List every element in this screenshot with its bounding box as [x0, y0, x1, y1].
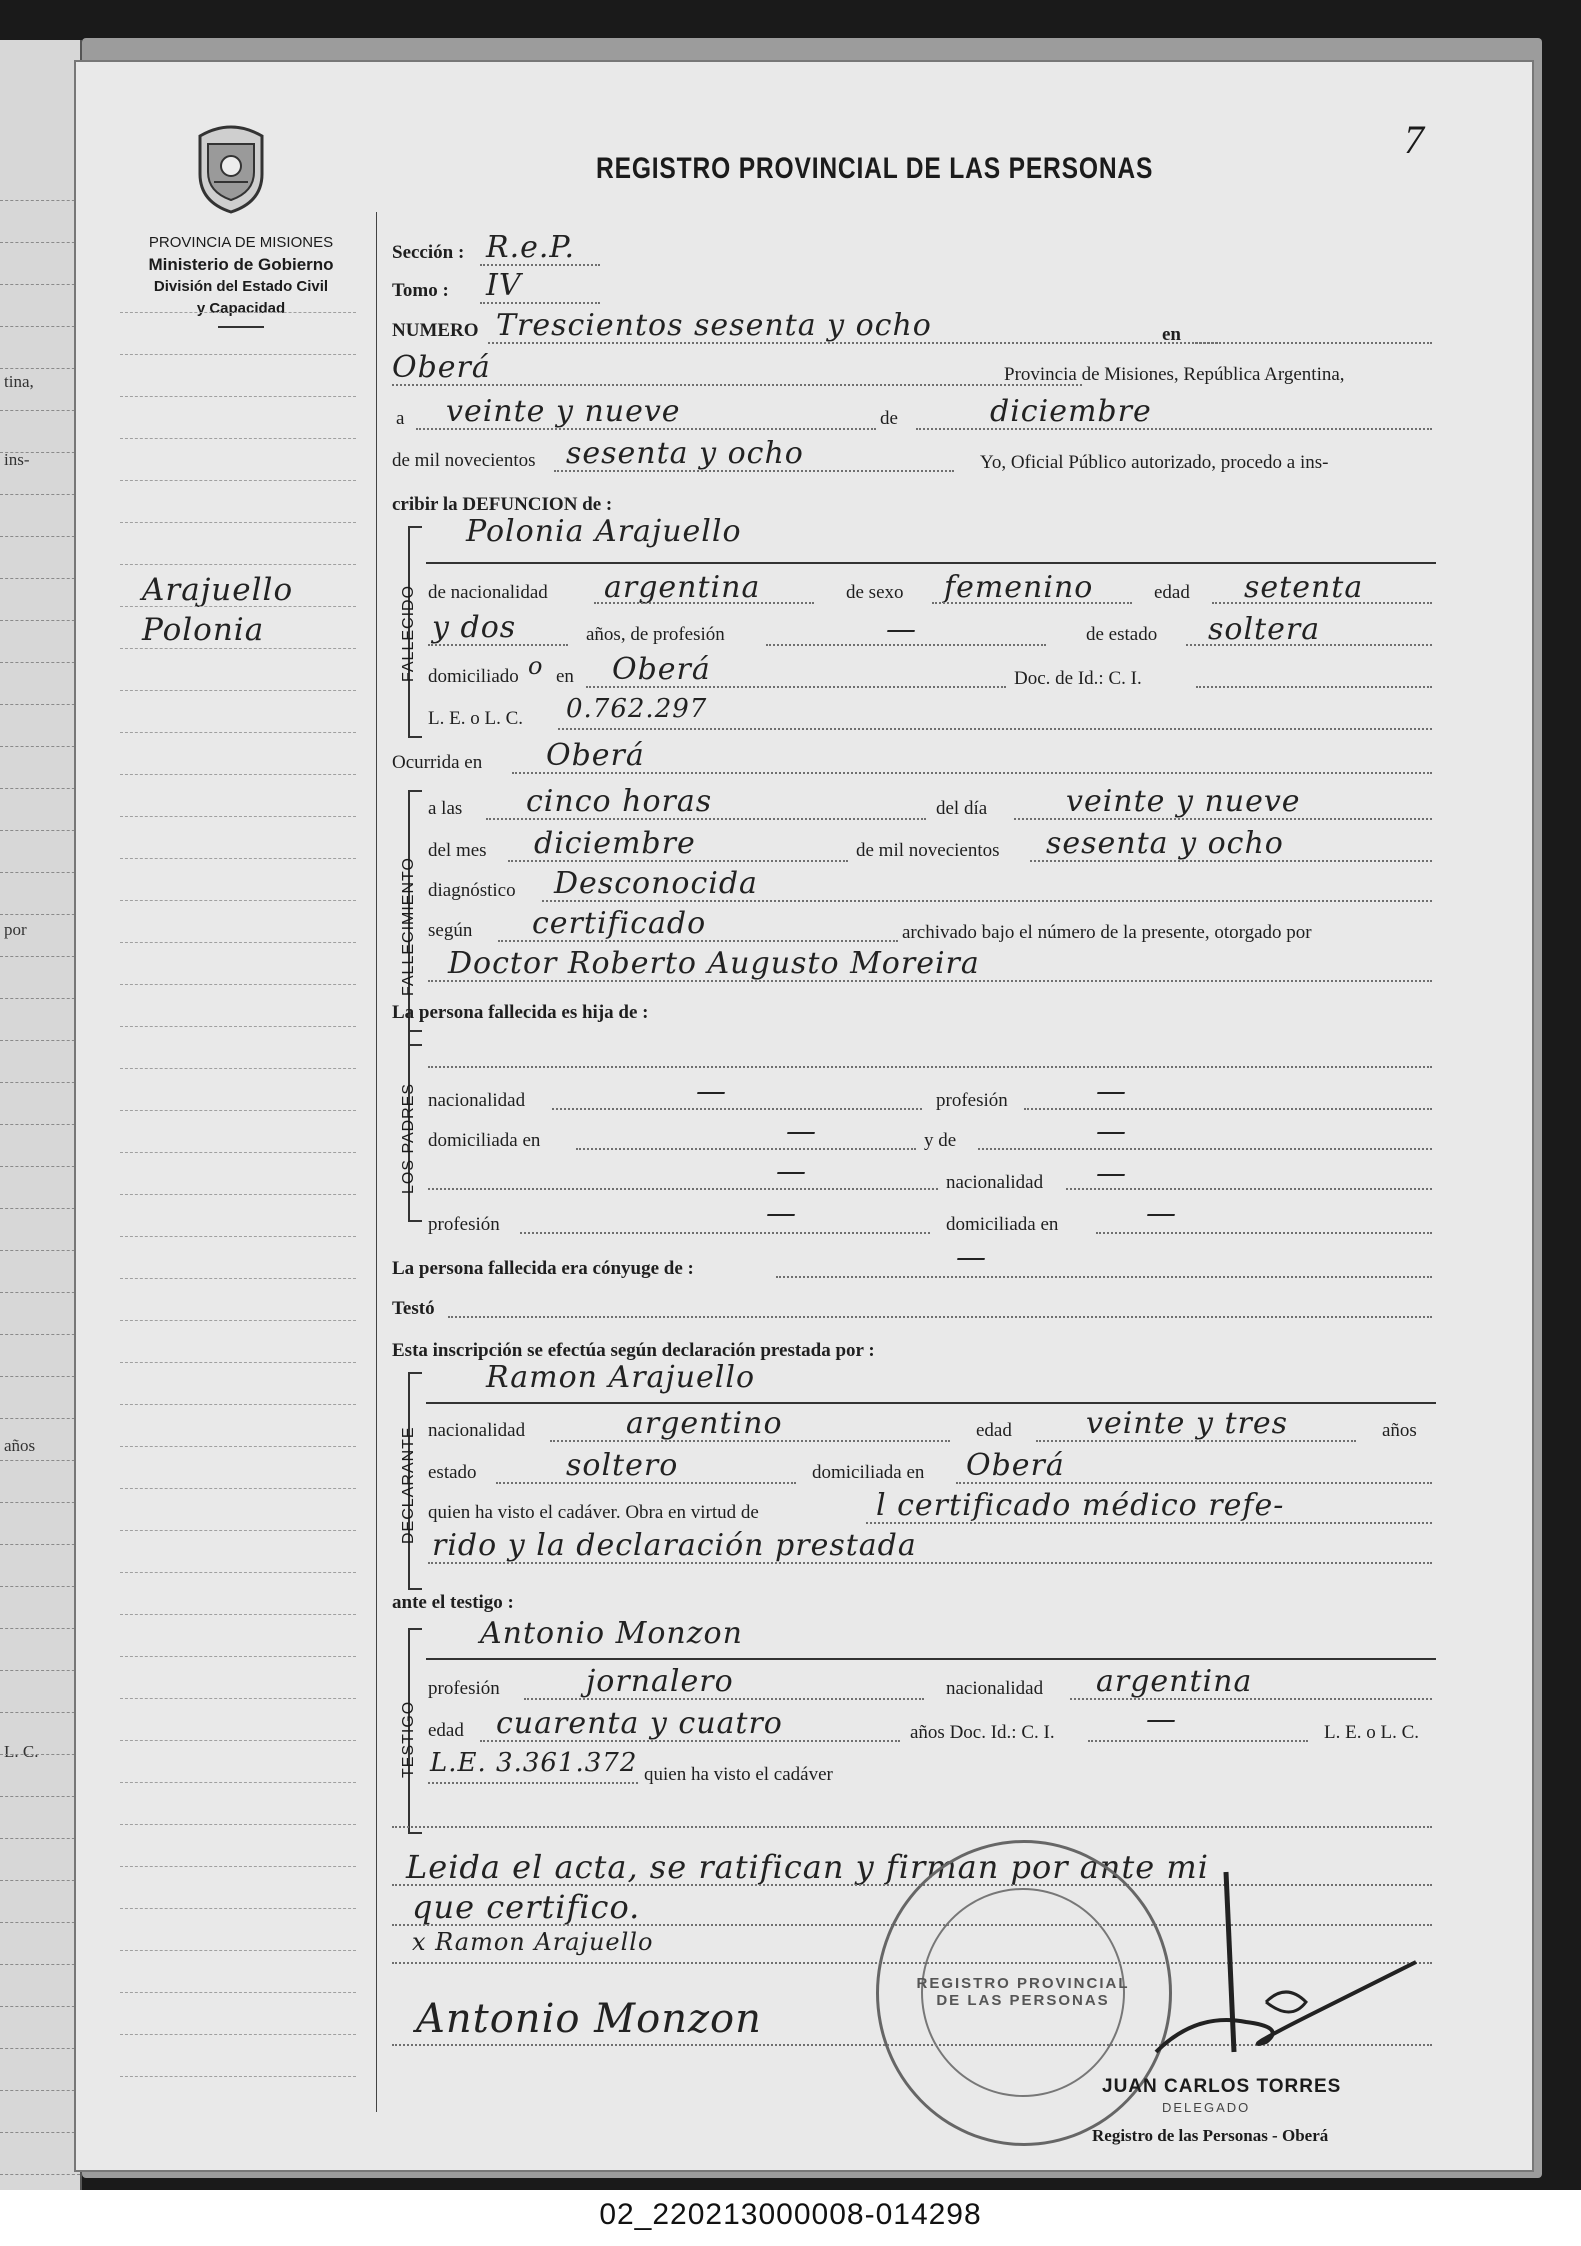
de-mil-label: de mil novecientos	[392, 450, 536, 471]
signature-declarante: x Ramon Arajuello	[412, 1928, 654, 1956]
margin-ruled-line	[120, 690, 356, 691]
padres-profesion-2-label: profesión	[428, 1214, 500, 1235]
domicilio-value: o	[528, 652, 544, 680]
margin-ruled-line	[120, 2034, 356, 2035]
nacionalidad-value: argentina	[604, 570, 761, 605]
left-page-ruled-line	[0, 1838, 80, 1839]
margin-ruled-line	[120, 1488, 356, 1489]
left-page-ruled-line	[0, 914, 80, 915]
inscripcion-label: Esta inscripción se efectúa según declaración prestada por :	[392, 1340, 875, 1361]
margin-ruled-line	[120, 1194, 356, 1195]
margin-ruled-line	[120, 2076, 356, 2077]
official-office: Registro de las Personas - Oberá	[1092, 2126, 1329, 2145]
seccion-value: R.e.P.	[486, 230, 576, 265]
test-edad-value: cuarenta y cuatro	[496, 1706, 783, 1741]
ministry-line: Ministerio de Gobierno	[148, 255, 334, 274]
padres-nacionalidad-label: nacionalidad	[428, 1090, 526, 1111]
left-page-ruled-line	[0, 872, 80, 873]
margin-ruled-line	[120, 1404, 356, 1405]
margin-ruled-line	[120, 858, 356, 859]
estado-label: de estado	[1086, 624, 1158, 645]
margin-ruled-line	[120, 1908, 356, 1909]
margin-ruled-line	[120, 480, 356, 481]
left-page-edge	[0, 40, 82, 2190]
padres-profesion-2-value: —	[766, 1196, 797, 1231]
left-page-ruled-line	[0, 2090, 80, 2091]
margin-ruled-line	[120, 984, 356, 985]
left-page-ruled-line	[0, 662, 80, 663]
left-page-ruled-line	[0, 200, 80, 201]
left-page-fragment: años	[4, 1436, 36, 1455]
decl-domiciliada-value: Oberá	[966, 1448, 1065, 1483]
left-page-ruled-line	[0, 1628, 80, 1629]
decl-nacionalidad-label: nacionalidad	[428, 1420, 526, 1441]
left-page-ruled-line	[0, 242, 80, 243]
left-page-ruled-line	[0, 494, 80, 495]
anio-2-value: sesenta y ocho	[1046, 826, 1284, 861]
seal-text: REGISTRO PROVINCIAL DE LAS PERSONAS	[916, 1975, 1130, 2009]
padres-profesion-label: profesión	[936, 1090, 1008, 1111]
test-doc-value: —	[1146, 1702, 1177, 1737]
left-page-ruled-line	[0, 284, 80, 285]
yo-oficial-label: Yo, Oficial Público autorizado, procedo a ins-	[980, 452, 1329, 473]
margin-ruled-line	[120, 438, 356, 439]
left-page-ruled-line	[0, 1124, 80, 1125]
quien-visto-label: quien ha visto el cadáver. Obra en virtud de	[428, 1502, 759, 1523]
margin-ruled-line	[120, 1866, 356, 1867]
y-de-label: y de	[924, 1130, 957, 1151]
left-page-fragment: tina,	[4, 372, 34, 391]
doc-id-label: Doc. de Id.: C. I.	[1014, 668, 1142, 689]
official-role: DELEGADO	[1162, 2100, 1251, 2115]
margin-ruled-line	[120, 396, 356, 397]
page-number: 7	[1404, 117, 1424, 162]
le-lc-label: L. E. o L. C.	[428, 708, 523, 729]
testo-label: Testó	[392, 1298, 435, 1319]
margin-ruled-line	[120, 1698, 356, 1699]
left-page-fragment: ins-	[4, 450, 30, 469]
left-page-ruled-line	[0, 410, 80, 411]
left-page-ruled-line	[0, 1460, 80, 1461]
ante-testigo-label: ante el testigo :	[392, 1592, 514, 1613]
margin-ruled-line	[120, 1572, 356, 1573]
padres-nacionalidad-2-label: nacionalidad	[946, 1172, 1044, 1193]
test-profesion-label: profesión	[428, 1678, 500, 1699]
left-page-ruled-line	[0, 326, 80, 327]
padres-domiciliada-2-value: —	[1146, 1196, 1177, 1231]
numero-label: NUMERO	[392, 320, 479, 341]
de-mil-2-label: de mil novecientos	[856, 840, 1000, 861]
left-page-ruled-line	[0, 1040, 80, 1041]
left-page-ruled-line	[0, 1208, 80, 1209]
closing-statement: Leida el acta, se ratifican y firman por ante mi	[406, 1848, 1209, 1886]
left-page-ruled-line	[0, 1964, 80, 1965]
hija-de-label: La persona fallecida es hija de :	[392, 1002, 649, 1023]
declarante-name: Ramon Arajuello	[486, 1360, 756, 1395]
margin-ruled-line	[120, 606, 356, 607]
seccion-label: Sección :	[392, 242, 465, 263]
left-page-ruled-line	[0, 1082, 80, 1083]
a-las-label: a las	[428, 798, 463, 819]
left-page-ruled-line	[0, 788, 80, 789]
left-page-ruled-line	[0, 2048, 80, 2049]
conyuge-value: —	[956, 1240, 987, 1275]
margin-ruled-line	[120, 1740, 356, 1741]
obra-line-1: l certificado médico refe-	[876, 1488, 1285, 1523]
register-page	[76, 62, 1532, 2170]
margin-ruled-line	[120, 1446, 356, 1447]
margin-ruled-line	[120, 1278, 356, 1279]
decl-edad-label: edad	[976, 1420, 1012, 1441]
decl-domiciliada-label: domiciliada en	[812, 1462, 925, 1483]
provincia-label: Provincia de Misiones, República Argentina,	[1004, 364, 1345, 385]
decl-nacionalidad-value: argentino	[626, 1406, 783, 1441]
margin-ruled-line	[120, 1362, 356, 1363]
margin-ruled-line	[120, 1110, 356, 1111]
left-page-ruled-line	[0, 2006, 80, 2007]
test-le-value: L.E. 3.361.372	[430, 1748, 638, 1778]
margin-ruled-line	[120, 1026, 356, 1027]
margin-ruled-line	[120, 774, 356, 775]
profesion-value: —	[886, 612, 917, 647]
official-name: JUAN CARLOS TORRES	[1102, 2076, 1342, 2097]
capacity-line: y Capacidad	[196, 300, 286, 317]
test-le-lc-label: L. E. o L. C.	[1324, 1722, 1419, 1743]
domicilio-en-value: Oberá	[612, 652, 711, 687]
image-caption: 02_220213000008-014298	[599, 2198, 982, 2231]
left-page-ruled-line	[0, 1754, 80, 1755]
anio-value: sesenta y ocho	[566, 436, 804, 471]
a-label: a	[396, 408, 405, 429]
test-quien-visto-label: quien ha visto el cadáver	[644, 1764, 833, 1785]
margin-note-surname: Arajuello	[142, 572, 294, 608]
margin-ruled-line	[120, 354, 356, 355]
margin-ruled-line	[120, 942, 356, 943]
decl-anos-label: años	[1382, 1420, 1417, 1441]
edad-value-2: y dos	[432, 610, 517, 645]
profesion-label: años, de profesión	[586, 624, 725, 645]
left-page-ruled-line	[0, 1250, 80, 1251]
left-page-ruled-line	[0, 1376, 80, 1377]
tomo-value: IV	[486, 268, 522, 303]
left-page-fragment: por	[4, 920, 27, 939]
section-fallecimiento: FALLECIMIENTO	[400, 857, 417, 996]
deceased-name: Polonia Arajuello	[466, 514, 742, 549]
margin-ruled-line	[120, 732, 356, 733]
left-page-ruled-line	[0, 1502, 80, 1503]
left-page-ruled-line	[0, 1544, 80, 1545]
tomo-label: Tomo :	[392, 280, 449, 301]
de-label: de	[880, 408, 898, 429]
left-page-ruled-line	[0, 1586, 80, 1587]
ocurrida-label: Ocurrida en	[392, 752, 483, 773]
test-profesion-value: jornalero	[586, 1664, 734, 1699]
y-de-value: —	[1096, 1114, 1127, 1149]
segun-value: certificado	[532, 906, 707, 941]
margin-ruled-line	[120, 1530, 356, 1531]
padres-domiciliada-2-label: domiciliada en	[946, 1214, 1059, 1235]
estado-value: soltera	[1208, 612, 1321, 647]
medico-value: Doctor Roberto Augusto Moreira	[448, 946, 980, 981]
ocurrida-value: Oberá	[546, 738, 645, 773]
left-page-ruled-line	[0, 746, 80, 747]
margin-ruled-line	[120, 1950, 356, 1951]
left-page-ruled-line	[0, 1712, 80, 1713]
left-page-ruled-line	[0, 1922, 80, 1923]
official-signature-icon	[1116, 1862, 1436, 2082]
left-page-ruled-line	[0, 452, 80, 453]
margin-ruled-line	[120, 1068, 356, 1069]
margin-ruled-line	[120, 816, 356, 817]
margin-note-name: Polonia	[142, 612, 265, 648]
section-testigo: TESTIGO	[400, 1700, 417, 1778]
padres-domiciliada-label: domiciliada en	[428, 1130, 541, 1151]
division-line: División del Estado Civil	[153, 278, 329, 295]
edad-label: edad	[1154, 582, 1190, 603]
left-page-ruled-line	[0, 1670, 80, 1671]
test-nacionalidad-value: argentina	[1096, 1664, 1253, 1699]
sexo-value: femenino	[944, 570, 1094, 605]
margin-divider	[376, 212, 377, 2112]
left-page-ruled-line	[0, 578, 80, 579]
decl-estado-label: estado	[428, 1462, 477, 1483]
margin-ruled-line	[120, 900, 356, 901]
province-emblem-icon	[194, 122, 268, 214]
margin-ruled-line	[120, 1152, 356, 1153]
margin-ruled-line	[120, 1656, 356, 1657]
signature-testigo: Antonio Monzon	[416, 1996, 762, 2042]
ministry-header	[76, 232, 406, 328]
numero-value: Trescientos sesenta y ocho	[496, 308, 932, 343]
mes-value: diciembre	[990, 394, 1152, 429]
inscribir-label: cribir la DEFUNCION de :	[392, 494, 613, 515]
section-padres: LOS PADRES	[400, 1082, 417, 1194]
province-line: PROVINCIA DE MISIONES	[148, 234, 334, 251]
document-title: REGISTRO PROVINCIAL DE LAS PERSONAS	[596, 152, 1154, 185]
left-page-ruled-line	[0, 956, 80, 957]
margin-ruled-line	[120, 648, 356, 649]
left-page-ruled-line	[0, 1166, 80, 1167]
left-page-ruled-line	[0, 2132, 80, 2133]
diagnostico-label: diagnóstico	[428, 880, 516, 901]
left-page-ruled-line	[0, 1796, 80, 1797]
margin-ruled-line	[120, 564, 356, 565]
left-page-ruled-line	[0, 998, 80, 999]
margin-ruled-line	[120, 312, 356, 313]
dia-value: veinte y nueve	[446, 394, 681, 429]
archivado-label: archivado bajo el número de la presente, otorgado por	[902, 922, 1312, 943]
left-page-ruled-line	[0, 1334, 80, 1335]
del-mes-label: del mes	[428, 840, 487, 861]
domicilio-en-label: en	[556, 666, 574, 687]
del-mes-value: diciembre	[534, 826, 696, 861]
test-doc-label: años Doc. Id.: C. I.	[910, 1722, 1055, 1743]
left-page-ruled-line	[0, 704, 80, 705]
left-page-ruled-line	[0, 1880, 80, 1881]
margin-ruled-line	[120, 1824, 356, 1825]
testigo-name: Antonio Monzon	[480, 1616, 743, 1651]
en-label: en	[1162, 324, 1181, 345]
certifico-text: que certifico.	[412, 1888, 641, 1926]
domiciliado-label: domiciliado	[428, 666, 519, 687]
test-nacionalidad-label: nacionalidad	[946, 1678, 1044, 1699]
margin-ruled-line	[120, 1614, 356, 1615]
margin-ruled-line	[120, 1782, 356, 1783]
conyuge-label: La persona fallecida era cónyuge de :	[392, 1258, 694, 1279]
le-value: 0.762.297	[566, 694, 708, 724]
left-page-ruled-line	[0, 368, 80, 369]
padre2-name-value: —	[776, 1154, 807, 1189]
left-page-fragment: L. C.	[4, 1742, 39, 1761]
nacionalidad-label: de nacionalidad	[428, 582, 548, 603]
padres-domiciliada-value: —	[786, 1114, 817, 1149]
obra-line-2: rido y la declaración prestada	[432, 1528, 917, 1563]
decl-estado-value: soltero	[566, 1448, 679, 1483]
decl-edad-value: veinte y tres	[1086, 1406, 1288, 1441]
left-page-ruled-line	[0, 1292, 80, 1293]
padres-nacionalidad-2-value: —	[1096, 1156, 1127, 1191]
margin-ruled-line	[120, 1992, 356, 1993]
hora-value: cinco horas	[526, 784, 713, 819]
en-value: Oberá	[392, 350, 491, 385]
left-page-ruled-line	[0, 1418, 80, 1419]
test-edad-label: edad	[428, 1720, 464, 1741]
margin-ruled-line	[120, 1236, 356, 1237]
margin-ruled-line	[120, 1320, 356, 1321]
left-page-ruled-line	[0, 536, 80, 537]
left-page-ruled-line	[0, 830, 80, 831]
edad-value: setenta	[1244, 570, 1364, 605]
segun-label: según	[428, 920, 473, 941]
section-declarante: DECLARANTE	[400, 1426, 417, 1544]
diagnostico-value: Desconocida	[554, 866, 758, 901]
del-dia-value: veinte y nueve	[1066, 784, 1301, 819]
del-dia-label: del día	[936, 798, 988, 819]
padres-nacionalidad-value: —	[696, 1074, 727, 1109]
padres-profesion-value: —	[1096, 1074, 1127, 1109]
section-fallecido: FALLECIDO	[400, 584, 417, 682]
sexo-label: de sexo	[846, 582, 904, 603]
left-page-ruled-line	[0, 620, 80, 621]
margin-ruled-line	[120, 522, 356, 523]
left-page-ruled-line	[0, 2174, 80, 2175]
